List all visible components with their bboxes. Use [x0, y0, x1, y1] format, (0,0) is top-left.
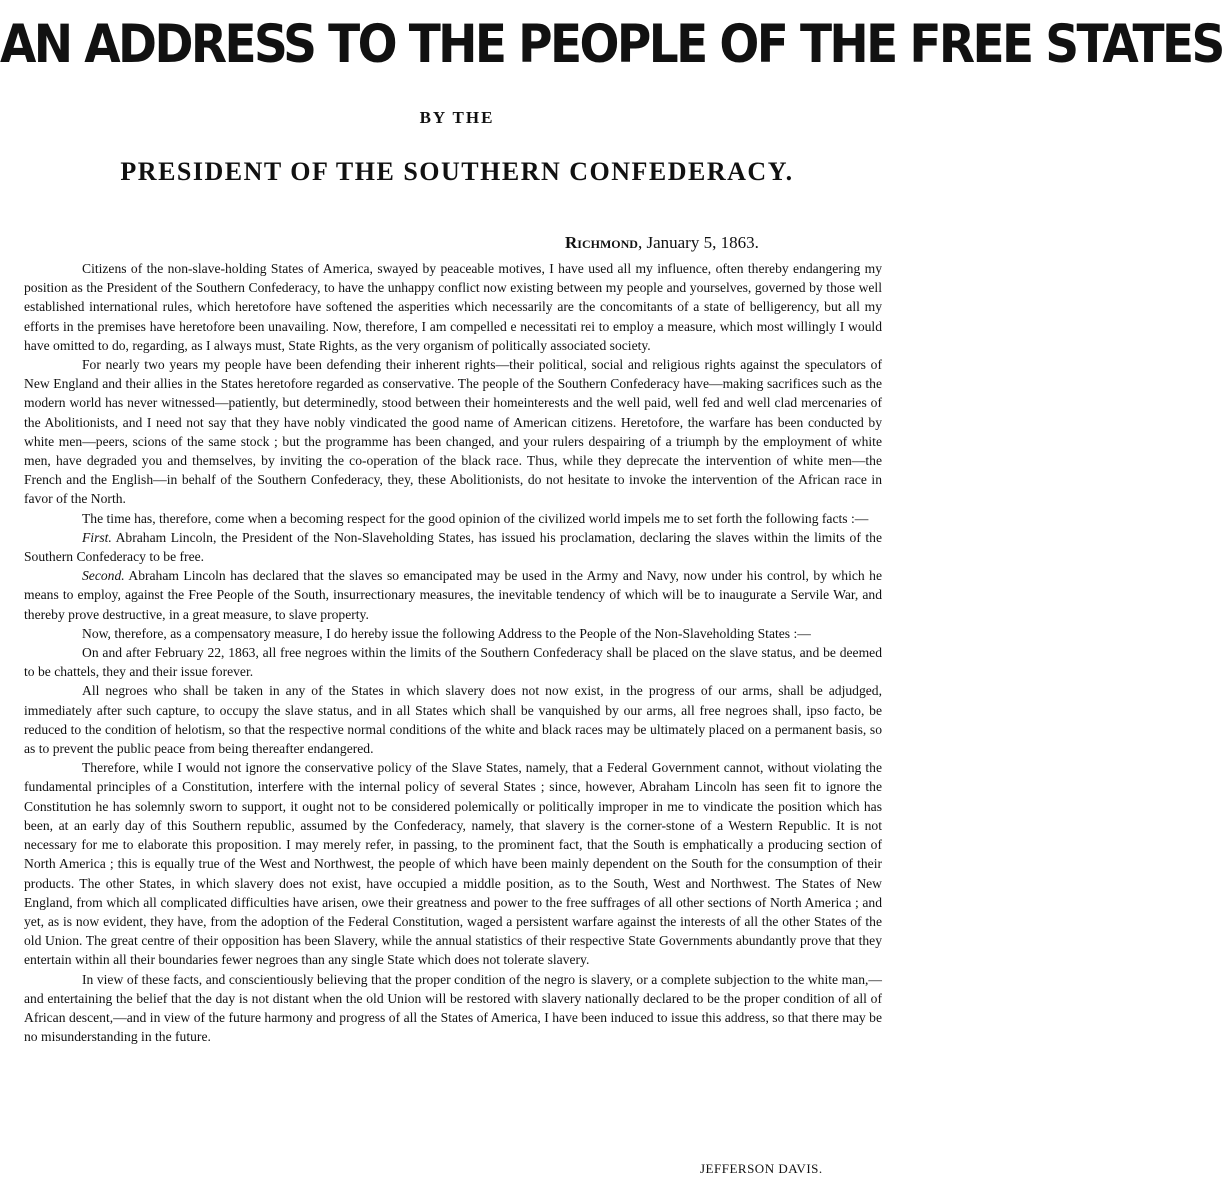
byline: BY THE [419, 108, 495, 127]
paragraph-4 [24, 528, 882, 566]
subheadline: PRESIDENT OF THE SOUTHERN CONFEDERACY. [120, 157, 794, 186]
paragraph-3 [24, 509, 882, 528]
paragraph-text: All negroes who shall be taken in any of the States in which slavery does not now exist, in the progress of our arms, shall be adjudged, immediately after such capture, to occupy the slave status, and in all States which shall be vanquished by our arms, all free negroes shall, ipso facto, be reduced to the condition of helotism, so that the respective normal conditions of the white and black races may be ultimately placed on a permanent basis, so as to prevent the public peace from being thereafter endangered. [24, 683, 882, 757]
paragraph-lead: First. [82, 529, 112, 545]
dateline-separator: , [637, 233, 647, 252]
paragraph-text: Now, therefore, as a compensatory measure, I do hereby issue the following Address to the People of the Non-Slaveholding States :— [82, 625, 811, 641]
paragraph-text: Therefore, while I would not ignore the conservative policy of the Slave States, namely, that a Federal Government cannot, without violating the fundamental principles of a Constitution, interfere with the internal policy of several States ; since, however, Abraham Lincoln has seen fit to ignore the Constitution he has solemnly sworn to support, it ought not to be considered polemically or politically improper in me to vindicate the position which has been, at an early day of this Southern republic, assumed by the Confederacy, namely, that slavery is the corner-stone of a Western Republic. It is not necessary for me to elaborate this proposition. I may merely refer, in passing, to the prominent fact, that the South is emphatically a producing section of North America ; this is equally true of the West and Northwest, the people of which have been mainly dependent on the South for the consumption of their products. The other States, in which slavery does not exist, have occupied a middle position, as to the South, West and Northwest. The States of New England, from which all complicated difficulties have arisen, owe their greatness and power to the free suffrages of all other sections of North America ; and yet, as is now evident, they have, from the adoption of the Federal Constitution, waged a persistent warfare against the interests of all the other States of the old Union. The great centre of their opposition has been Slavery, while the annual statistics of their respective State Governments abundantly prove that they entertain within all their boundaries fewer negroes than any single State which does not tolerate slavery. [24, 760, 882, 968]
paragraph-text: Abraham Lincoln, the President of the Non-Slaveholding States, has issued his proclamation, declaring the slaves within the limits of the Southern Confederacy to be free. [24, 529, 882, 565]
paragraph-lead: Second. [82, 568, 125, 584]
paragraph-text: For nearly two years my people have been defending their inherent rights—their political, social and religious rights against the speculators of New England and their allies in the States heretofore regarded as conservative. The people of the Southern Confederacy have—making sacrifices such as the modern world has never witnessed—patiently, but determinedly, stood between their homeinterests and the well paid, well fed and well clad mercenaries of the Abolitionists, and I need not say that they have nobly vindicated the good name of American citizens. Heretofore, the warfare has been conducted by white men—peers, scions of the same stock ; but the programme has been changed, and your rulers despairing of a triumph by the employment of white men, have degraded you and themselves, by inviting the co-operation of the black race. Thus, while they deprecate the intervention of white men—the French and the English—in behalf of the Southern Confederacy, they, these Abolitionists, do not hesitate to invoke the intervention of the African race in favor of the North. [24, 357, 882, 507]
paragraph-text: In view of these facts, and conscientiously believing that the proper condition of the negro is slavery, or a complete subjection to the white man,—and entertaining the belief that the day is not distant when the old Union will be restored with slavery nationally declared to be the proper condition of all of African descent,—and in view of the future harmony and progress of all the States of America, I have been induced to issue this address, so that there may be no misunderstanding in the future. [24, 971, 882, 1045]
paragraph-10 [24, 970, 882, 1047]
paragraph-text: Citizens of the non-slave-holding States of America, swayed by peaceable motives, I have used all my influence, often thereby endangering my position as the President of the Southern Confederacy, to have the unhappy conflict now existing between my people and yourselves, governed by those well established international rules, which heretofore have softened the asperities which necessarily are the concomitants of a state of belligerency, but all my efforts in the premises have heretofore been unavailing. Now, therefore, I am compelled e necessitati rei to employ a measure, which most willingly I would have omitted to do, regarding, as I always must, State Rights, as the very organism of politically associated society. [24, 261, 882, 353]
paragraph-7 [24, 643, 882, 681]
paragraph-8 [24, 681, 882, 758]
paragraph-text: On and after February 22, 1863, all free negroes within the limits of the Southern Confederacy shall be placed on the slave status, and be deemed to be chattels, they and their issue forever. [24, 645, 882, 680]
headline-title: AN ADDRESS TO THE PEOPLE OF THE FREE STATES [0, 14, 1223, 76]
dateline-place: Richmond [565, 233, 638, 252]
paragraph-text: Abraham Lincoln has declared that the slaves so emancipated may be used in the Army and Navy, now under his control, by which he means to employ, against the Free People of the South, insurrectionary measures, the inevitable tendency of which will be to inaugurate a Servile War, and thereby prove destructive, in a great measure, to slave property. [24, 568, 882, 622]
paragraph-9 [24, 758, 882, 969]
paragraph-5 [24, 566, 882, 624]
paragraph-6 [24, 624, 882, 643]
signature: JEFFERSON DAVIS. [700, 1161, 823, 1176]
dateline-date: January 5, 1863. [646, 233, 759, 252]
paragraph-text: The time has, therefore, come when a becoming respect for the good opinion of the civilized world impels me to set forth the following facts :— [82, 510, 869, 526]
dateline [565, 233, 759, 253]
address-body [24, 259, 882, 1046]
paragraph-1 [24, 259, 882, 355]
paragraph-2 [24, 355, 882, 509]
